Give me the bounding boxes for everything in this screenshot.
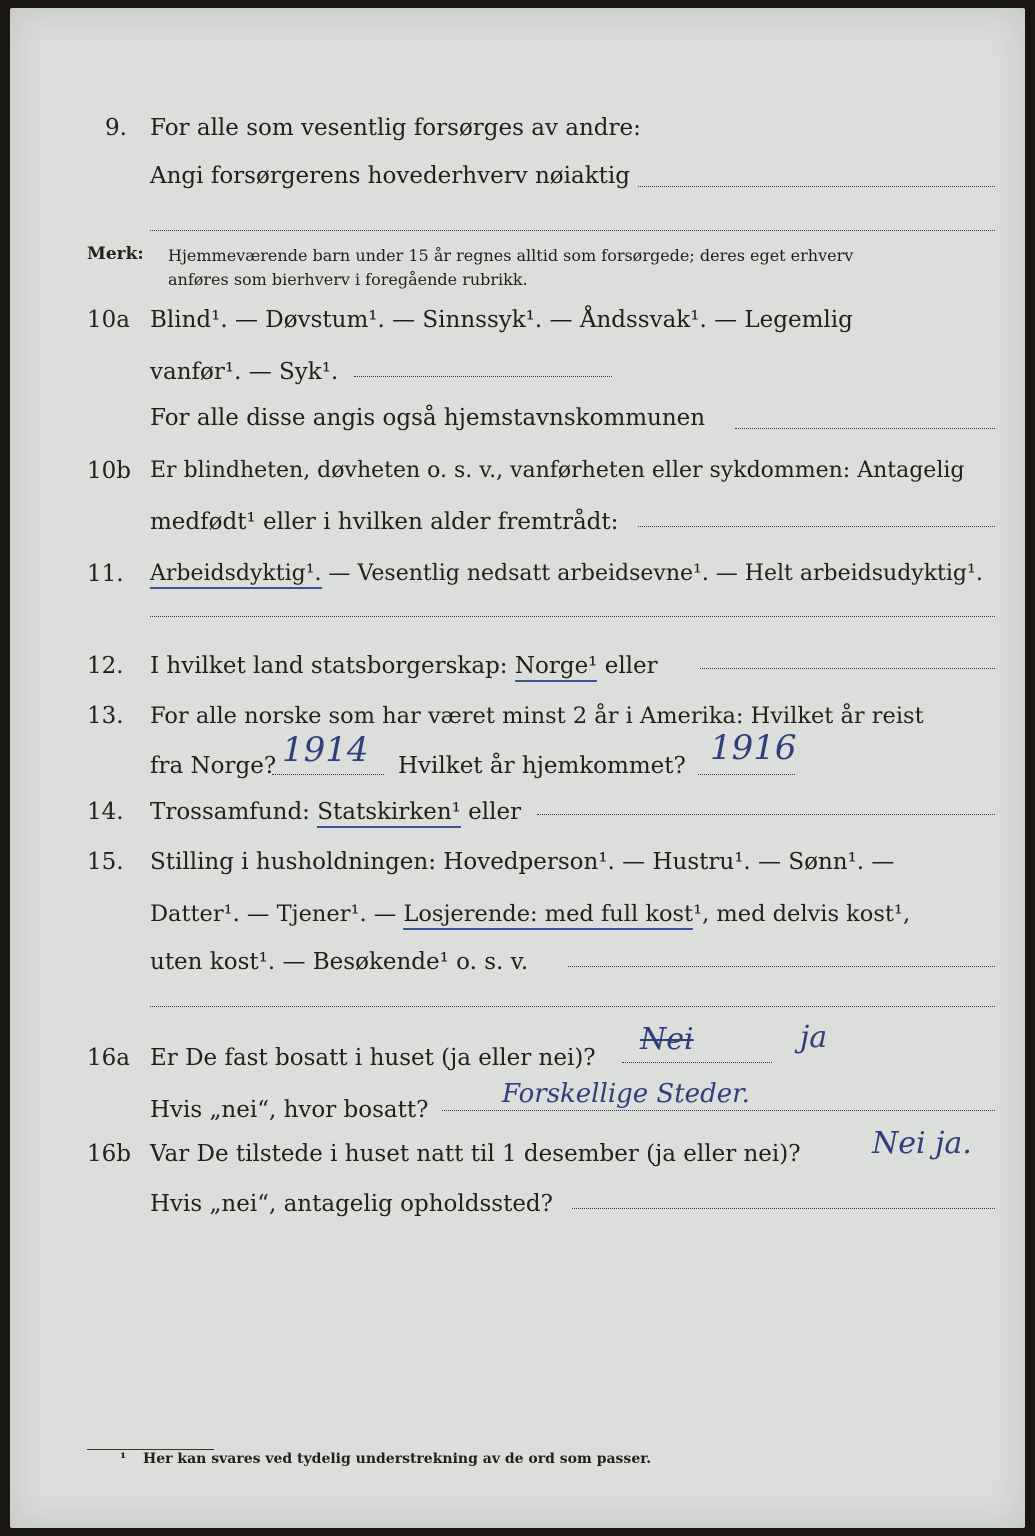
q9-answer-line[interactable] <box>638 186 995 187</box>
q14-number: 14. <box>87 799 124 825</box>
q11-answer-line[interactable] <box>150 616 995 617</box>
q15-number: 15. <box>87 849 124 875</box>
q13-number: 13. <box>87 703 124 729</box>
q15-answer-line-2[interactable] <box>150 1006 995 1007</box>
q10b-answer-line[interactable] <box>638 526 995 527</box>
q10b-question-2: medfødt¹ eller i hvilken alder fremtrådt: <box>150 509 619 535</box>
footnote <box>120 1451 651 1467</box>
q13-return-prompt: Hvilket år hjemkommet? <box>398 753 686 779</box>
q15-answer-line[interactable] <box>568 966 995 967</box>
q14-underlined-statskirken[interactable]: Statskirken¹ <box>317 799 461 828</box>
q15-options-2 <box>150 894 910 934</box>
q10a-options-2: vanfør¹. — Syk¹. <box>150 359 339 385</box>
footnote-mark: ¹ <box>120 1451 127 1467</box>
q9-prompt: Angi forsørgerens hovederhverv nøiaktig <box>150 163 630 189</box>
q13-return-line[interactable] <box>698 774 795 775</box>
q10a-answer-line[interactable] <box>354 376 612 377</box>
q13-answer-year-return: 1916 <box>710 728 797 768</box>
q16b-answer: Nei ja. <box>872 1126 972 1161</box>
q16a-answer-ja: ja <box>800 1020 828 1055</box>
merk-line-1: Hjemmeværende barn under 15 år regnes alltid som forsørgede; deres eget erhverv <box>168 246 854 265</box>
q12-eller: eller <box>597 653 658 679</box>
q15-options-3: uten kost¹. — Besøkende¹ o. s. v. <box>150 949 529 975</box>
merk-label: Merk: <box>87 244 144 264</box>
q12-question <box>150 646 658 686</box>
q11-number: 11. <box>87 561 124 587</box>
q11-other-options: — Vesentlig nedsatt arbeidsevne¹. — Helt arbeidsudyktig¹. <box>321 561 983 586</box>
q16b-location-line[interactable] <box>572 1208 995 1209</box>
q16b-question: Var De tilstede i huset natt til 1 desember (ja eller nei)? <box>150 1141 801 1167</box>
q9-answer-line-2[interactable] <box>150 230 995 231</box>
q9-question: For alle som vesentlig forsørges av andre: <box>150 115 641 141</box>
q16a-answer-struck: Nei <box>640 1022 694 1057</box>
q12-answer-line[interactable] <box>700 668 995 669</box>
q13-answer-year-left: 1914 <box>282 730 369 770</box>
q11-options <box>150 554 983 594</box>
q10b-question: Er blindheten, døvheten o. s. v., vanførheten eller sykdommen: Antagelig <box>150 458 965 483</box>
q14-question <box>150 792 521 832</box>
q10a-home-municipality-prompt: For alle disse angis også hjemstavnskommunen <box>150 405 706 431</box>
q14-prompt: Trossamfund: <box>150 799 318 825</box>
footnote-rule <box>87 1449 214 1450</box>
q16b-location-prompt: Hvis „nei“, antagelig opholdssted? <box>150 1191 553 1217</box>
q16a-where-prompt: Hvis „nei“, hvor bosatt? <box>150 1097 429 1123</box>
q12-number: 12. <box>87 653 124 679</box>
q12-underlined-norge[interactable]: Norge¹ <box>515 653 598 682</box>
merk-line-2: anføres som bierhverv i foregående rubrikk. <box>168 270 528 289</box>
q10b-number: 10b <box>87 458 131 484</box>
q16b-number: 16b <box>87 1141 131 1167</box>
q15-options-2b: ¹, med delvis kost¹, <box>693 901 911 927</box>
q12-prompt: I hvilket land statsborgerskap: <box>150 653 515 679</box>
q10a-options-1: Blind¹. — Døvstum¹. — Sinnssyk¹. — Åndssvak¹. — Legemlig <box>150 307 853 333</box>
q11-underlined-arbeidsdyktig[interactable]: Arbeidsdyktig¹. <box>150 561 322 589</box>
q14-eller: eller <box>460 799 522 825</box>
q14-answer-line[interactable] <box>537 814 995 815</box>
q13-question: For alle norske som har været minst 2 år i Amerika: Hvilket år reist <box>150 703 924 729</box>
q13-left-prompt: fra Norge? <box>150 753 277 779</box>
q10a-municipality-line[interactable] <box>735 428 995 429</box>
census-form-page <box>10 8 1025 1528</box>
q9-number: 9. <box>105 115 127 141</box>
q13-left-line[interactable] <box>272 774 384 775</box>
q10a-number: 10a <box>87 307 130 333</box>
q16a-number: 16a <box>87 1045 130 1071</box>
q16a-question: Er De fast bosatt i huset (ja eller nei)? <box>150 1045 596 1071</box>
q16a-answer-where: Forskellige Steder. <box>502 1079 750 1109</box>
footnote-text: Her kan svares ved tydelig understrekning av de ord som passer. <box>143 1451 652 1467</box>
q16a-answer-line[interactable] <box>622 1062 772 1063</box>
q15-options-2a: Datter¹. — Tjener¹. — <box>150 901 404 927</box>
q15-options-1: Stilling i husholdningen: Hovedperson¹. — Hustru¹. — Sønn¹. — <box>150 849 895 875</box>
q15-underlined-losjerende[interactable]: Losjerende: med full kost <box>403 901 693 930</box>
